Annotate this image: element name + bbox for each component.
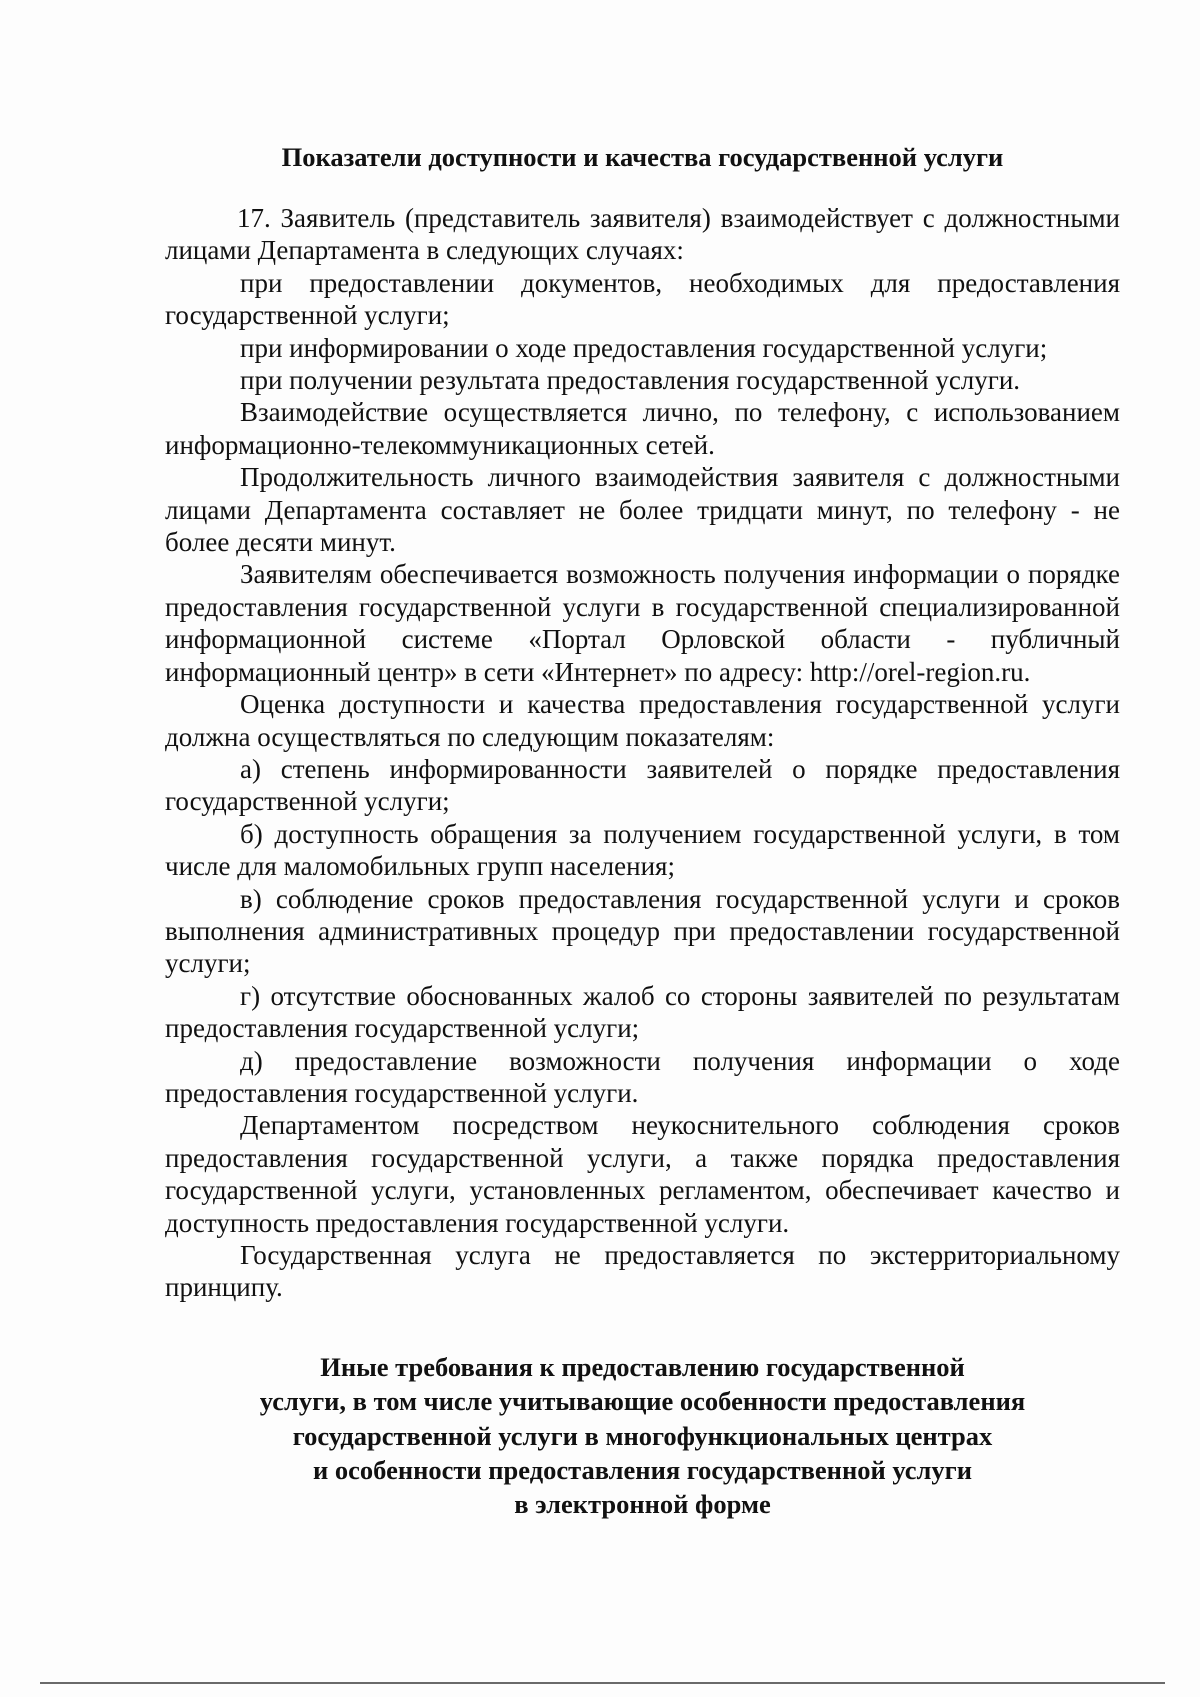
paragraph: 17. Заявитель (представитель заявителя) взаимодействует с должностными лицами Департамента в следующих случаях: (165, 203, 1120, 266)
paragraph: Государственная услуга не предоставляется по экстерриториальному принципу. (165, 1240, 1120, 1303)
heading-line: в электронной форме (514, 1489, 771, 1520)
paragraph: при получении результата предоставления государственной услуги. (240, 365, 1021, 396)
document-body (165, 140, 1120, 1522)
paragraph: Департаментом посредством неукоснительного соблюдения сроков предоставления государственной услуги, а также порядка предоставления государственной услуги, установленных регламентом, обеспечивает качество и доступность предоставления государственной услуги. (165, 1110, 1120, 1238)
list-item: г) отсутствие обоснованных жалоб со стороны заявителей по результатам предоставления государственной услуги; (165, 980, 1120, 1044)
scan-edge-line (40, 1682, 1165, 1684)
paragraph: Заявителям обеспечивается возможность получения информации о порядке предоставления государственной услуги в государственной специализированной информационной системе «Портал Орловской области - публичный информационный центр» в сети «Интернет» по адресу: http://orel-region.ru. (165, 559, 1120, 687)
list-item: д) предоставление возможности получения информации о ходе предоставления государственной услуги. (165, 1045, 1120, 1108)
list-item: а) степень информированности заявителей о порядке предоставления государственной услуги; (165, 753, 1120, 817)
paragraph: Продолжительность личного взаимодействия заявителя с должностными лицами Департамента составляет не более тридцати минут, по телефону - не более десяти минут. (165, 462, 1120, 558)
paragraph: при предоставлении документов, необходимых для предоставления государственной услуги; (165, 267, 1120, 331)
heading-line: государственной услуги в многофункциональных центрах (292, 1420, 993, 1451)
list-item: б) доступность обращения за получением государственной услуги, в том числе для маломобильных групп населения; (165, 818, 1120, 882)
paragraph: Взаимодействие осуществляется лично, по телефону, с использованием информационно-телекоммуникационных сетей. (165, 397, 1120, 460)
section-heading: Показатели доступности и качества государственной услуги (281, 142, 1004, 172)
paragraph: при информировании о ходе предоставления государственной услуги; (240, 332, 1048, 363)
heading-line: Иные требования к предоставлению государственной (320, 1351, 965, 1382)
list-item: в) соблюдение сроков предоставления государственной услуги и сроков выполнения административных процедур при предоставлении государственной услуги; (165, 883, 1120, 979)
paragraph: Оценка доступности и качества предоставления государственной услуги должна осуществляться по следующим показателям: (165, 689, 1120, 752)
section-heading-2 (165, 1350, 1120, 1522)
heading-line: и особенности предоставления государственной услуги (313, 1455, 972, 1486)
heading-line: услуги, в том числе учитывающие особенности предоставления (259, 1386, 1026, 1417)
